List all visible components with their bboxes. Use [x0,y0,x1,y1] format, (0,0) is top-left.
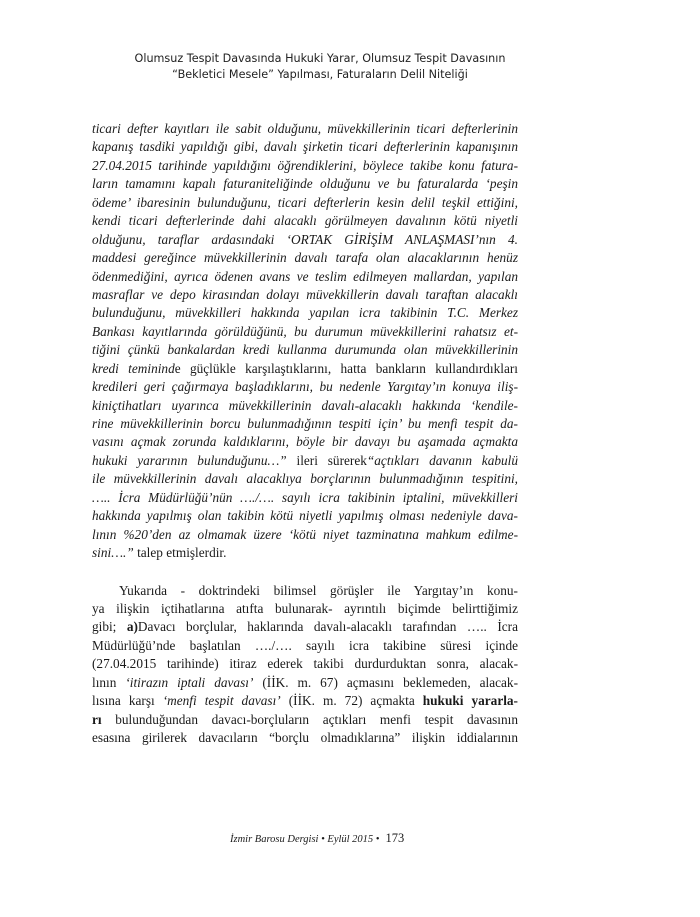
page-footer [230,831,490,846]
text-line: masraflar ve depo kirasından dolayı müvekkillerin davalı taraftan alacaklı [92,286,518,302]
text-line: ödeme’ ibaresinin bulunduğunu, ticari defterlerin kesin delil teşkil ettiğini, [92,194,518,210]
text-line: (27.04.2015 tarihinde) itiraz ederek takibi durdurduktan sonra, alacak- [92,656,518,672]
paragraph-2 [92,582,518,748]
text-fragment: rı [92,711,102,727]
text-fragment: “açtıkları davanın kabulü [366,452,518,468]
text-line: kiniçtihatları uyarınca müvekkillerinin davalı-alacaklı hakkında ‘kendile- [92,397,518,413]
text-fragment: hukuki yararının bulunduğunu…” [92,452,287,468]
text-line: ….. İcra Müdürlüğü’nün …./…. sayılı icra takibinin iptalini, müvekkilleri [92,489,518,505]
text-fragment: bulunduğundan davacı-borçluların açtıkları menfi tespit davasının [101,711,518,727]
running-head-line-1: Olumsuz Tespit Davasında Hukuki Yarar, Olumsuz Tespit Davasının [134,52,506,65]
text-line: Bankası kayıtlarında görüldüğünü, bu durumun müvekkillerini rahatsız et- [92,323,518,339]
text-line: ile müvekkillerinin davalı alacaklıya borçlarının bulunmadığının tespitini, [92,471,518,487]
text-line: Yukarıda - doktrindeki bilimsel görüşler ile Yargıtay’ın konu- [119,582,518,598]
text-fragment: gibi; [92,619,127,635]
text-fragment: kredi teminind [92,360,175,376]
text-line [92,674,518,692]
body-text [92,120,518,747]
text-fragment: (İİK. m. 67) açmasını beklemeden, alacak- [253,674,518,690]
text-line: kredileri geri çağırmaya başladıklarını, bu nedenle Yargıtay’ın konuya iliş- [92,379,518,395]
text-fragment: ‘itirazın iptali davası’ [125,674,254,690]
text-line: hakkında yapılmış olan takibin kötü niyetli yapılmış olması nedeniyle dava- [92,508,518,524]
text-line [92,544,518,562]
text-line [92,360,518,378]
text-line: Müdürlüğü’nde başlatılan …./…. sayılı icra takibine süresi içinde [92,637,518,653]
text-line: tiğini çünkü bankalardan kredi kullanma durumunda olan müvekkillerinin [92,342,518,358]
text-fragment: sini….” [92,545,134,561]
text-line: lının %20’den az olmamak üzere ‘kötü niyet tazminatına mahkum edilme- [92,526,518,542]
text-fragment: e güçlükle karşılaştıklarını, hatta bankların kullandırdıkları [174,360,518,376]
text-fragment: ileri sürerek [286,452,367,468]
text-line [92,618,518,636]
text-line [92,452,518,470]
text-fragment: ‘menfi tespit davası’ [162,693,281,709]
text-fragment: lısına karşı [92,693,163,709]
text-line: rine müvekkillerinin borcu bulunmadığının tespiti için’ bu menfi tespit da- [92,416,518,431]
text-fragment: Davacı borçlular, haklarında davalı-alacaklı tarafından ….. İcra [137,619,518,635]
text-line: vasını açmak zorunda kaldıklarını, böyle bir davayı bu aşamada açmakta [92,434,518,450]
journal-name: İzmir Barosu Dergisi • Eylül 2015 • [230,834,380,845]
text-line: esasına girilerek davacıların “borçlu olmadıklarına” ilişkin iddialarının [92,730,518,745]
text-fragment: (İİK. m. 72) açmakta [280,693,423,709]
text-fragment: hukuki yararla- [422,693,518,709]
text-line [92,692,518,710]
text-line: 27.04.2015 tarihinde yapıldığını öğrendiklerini, böylece takibe konu fatura- [92,157,518,173]
text-line [92,711,518,729]
page-number: 173 [385,831,405,845]
text-fragment: a) [126,619,138,635]
text-fragment: lının [92,674,126,690]
running-head-line-2: “Bekletici Mesele” Yapılması, Faturaların Delil Niteliği [172,68,468,81]
text-line: kapanış tasdiki yapıldığı gibi, davalı şirketin ticari defterlerinin kapanışının [92,139,518,155]
text-line: ya ilişkin içtihatlarına atıfta bulunarak- ayrıntılı biçimde belirttiğimiz [92,600,518,616]
text-line: ödenmediğini, ayrıca ödenen avans ve teslim edilmeyen mallardan, yapılan [92,268,518,284]
text-line: maddesi gereğince müvekkillerinin davalı tarafa olan alacaklarının henüz [92,250,518,266]
text-line: olduğunu, taraflar ardasındaki ‘ORTAK GİRİŞİM ANLAŞMASI’nın 4. [92,231,518,247]
paragraph-1 [92,120,518,563]
text-line: kendi ticari defterlerinde dahi alacaklı görülmeyen davalının kötü niyetli [92,213,518,229]
text-line: bulunduğunu, müvekkilleri hakkında yapılan icra takibinin T.C. Merkez [92,305,518,321]
text-line: ların tamamını kapalı faturaniteliğinde olduğunu ve bu faturalarda ‘peşin [92,176,518,192]
text-fragment: talep etmişlerdir. [133,545,227,561]
text-line: ticari defter kayıtları ile sabit olduğunu, müvekkillerinin ticari defterlerinin [92,121,518,136]
running-head [130,51,510,83]
